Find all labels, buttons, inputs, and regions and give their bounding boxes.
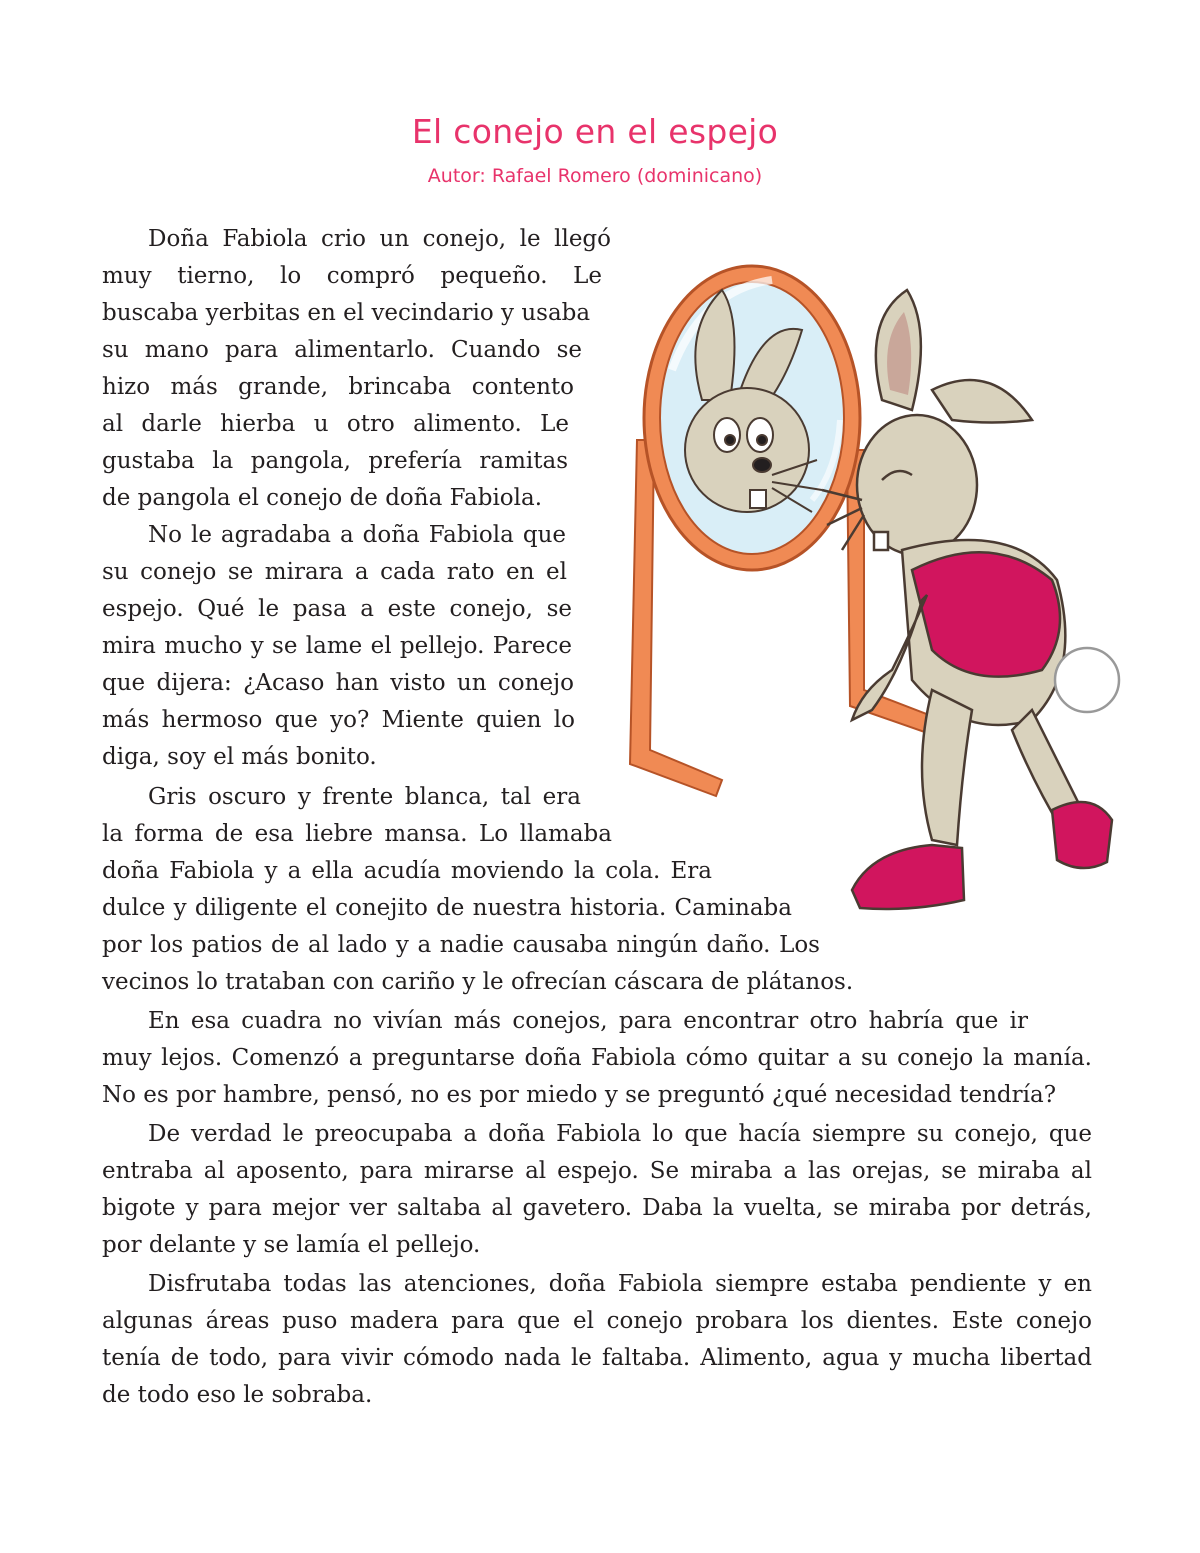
story-line: de pangola el conejo de doña Fabiola. bbox=[102, 485, 543, 511]
story-line: la forma de esa liebre mansa. Lo llamaba bbox=[102, 821, 612, 847]
rabbit-mirror-illustration bbox=[612, 250, 1137, 920]
story-line: Doña Fabiola crio un conejo, le llegó bbox=[148, 226, 611, 252]
story-line: gustaba la pangola, prefería ramitas bbox=[102, 448, 568, 474]
story-line: buscaba yerbitas en el vecindario y usaba bbox=[102, 300, 591, 326]
rabbit-icon bbox=[822, 290, 1119, 909]
page-title: El conejo en el espejo bbox=[411, 112, 779, 151]
story-line: su conejo se mirara a cada rato en el bbox=[102, 559, 567, 585]
story-line: hizo más grande, brincaba contento bbox=[102, 374, 574, 400]
story-line: De verdad le preocupaba a doña Fabiola lo que hacía siempre su conejo, que bbox=[148, 1121, 1092, 1147]
story-line: No le agradaba a doña Fabiola que bbox=[148, 522, 566, 548]
story-line: dulce y diligente el conejito de nuestra historia. Caminaba bbox=[102, 895, 792, 921]
story-line: por delante y se lamía el pellejo. bbox=[102, 1232, 481, 1258]
story-line: No es por hambre, pensó, no es por miedo y se preguntó ¿qué necesidad tendría? bbox=[102, 1082, 1057, 1108]
story-line: entraba al aposento, para mirarse al espejo. Se miraba a las orejas, se miraba al bbox=[102, 1158, 1092, 1184]
story-line: muy tierno, lo compró pequeño. Le bbox=[102, 263, 602, 289]
story-line: Disfrutaba todas las atenciones, doña Fabiola siempre estaba pendiente y en bbox=[148, 1271, 1092, 1297]
story-line: muy lejos. Comenzó a preguntarse doña Fabiola cómo quitar a su conejo la manía. bbox=[102, 1045, 1092, 1071]
story-line: que dijera: ¿Acaso han visto un conejo bbox=[102, 670, 574, 696]
story-line: algunas áreas puso madera para que el conejo probara los dientes. Este conejo bbox=[102, 1308, 1092, 1334]
story-line: Gris oscuro y frente blanca, tal era bbox=[148, 784, 581, 810]
story-line: vecinos lo trataban con cariño y le ofrecían cáscara de plátanos. bbox=[102, 969, 854, 995]
story-line: de todo eso le sobraba. bbox=[102, 1382, 373, 1408]
story-line: espejo. Qué le pasa a este conejo, se bbox=[102, 596, 572, 622]
story-line: bigote y para mejor ver saltaba al gavetero. Daba la vuelta, se miraba por detrás, bbox=[102, 1195, 1092, 1221]
story-line: mira mucho y se lame el pellejo. Parece bbox=[102, 633, 572, 659]
story-line: su mano para alimentarlo. Cuando se bbox=[102, 337, 582, 363]
story-line: más hermoso que yo? Miente quien lo bbox=[102, 707, 575, 733]
story-line: al darle hierba u otro alimento. Le bbox=[102, 411, 569, 437]
story-line: doña Fabiola y a ella acudía moviendo la cola. Era bbox=[102, 858, 712, 884]
author-line: Autor: Rafael Romero (dominicano) bbox=[427, 165, 763, 187]
story-line: tenía de todo, para vivir cómodo nada le faltaba. Alimento, agua y mucha libertad bbox=[102, 1345, 1092, 1371]
story-line: por los patios de al lado y a nadie causaba ningún daño. Los bbox=[102, 932, 820, 958]
story-line: En esa cuadra no vivían más conejos, para encontrar otro habría que ir bbox=[148, 1008, 1028, 1034]
story-line: diga, soy el más bonito. bbox=[102, 744, 377, 770]
